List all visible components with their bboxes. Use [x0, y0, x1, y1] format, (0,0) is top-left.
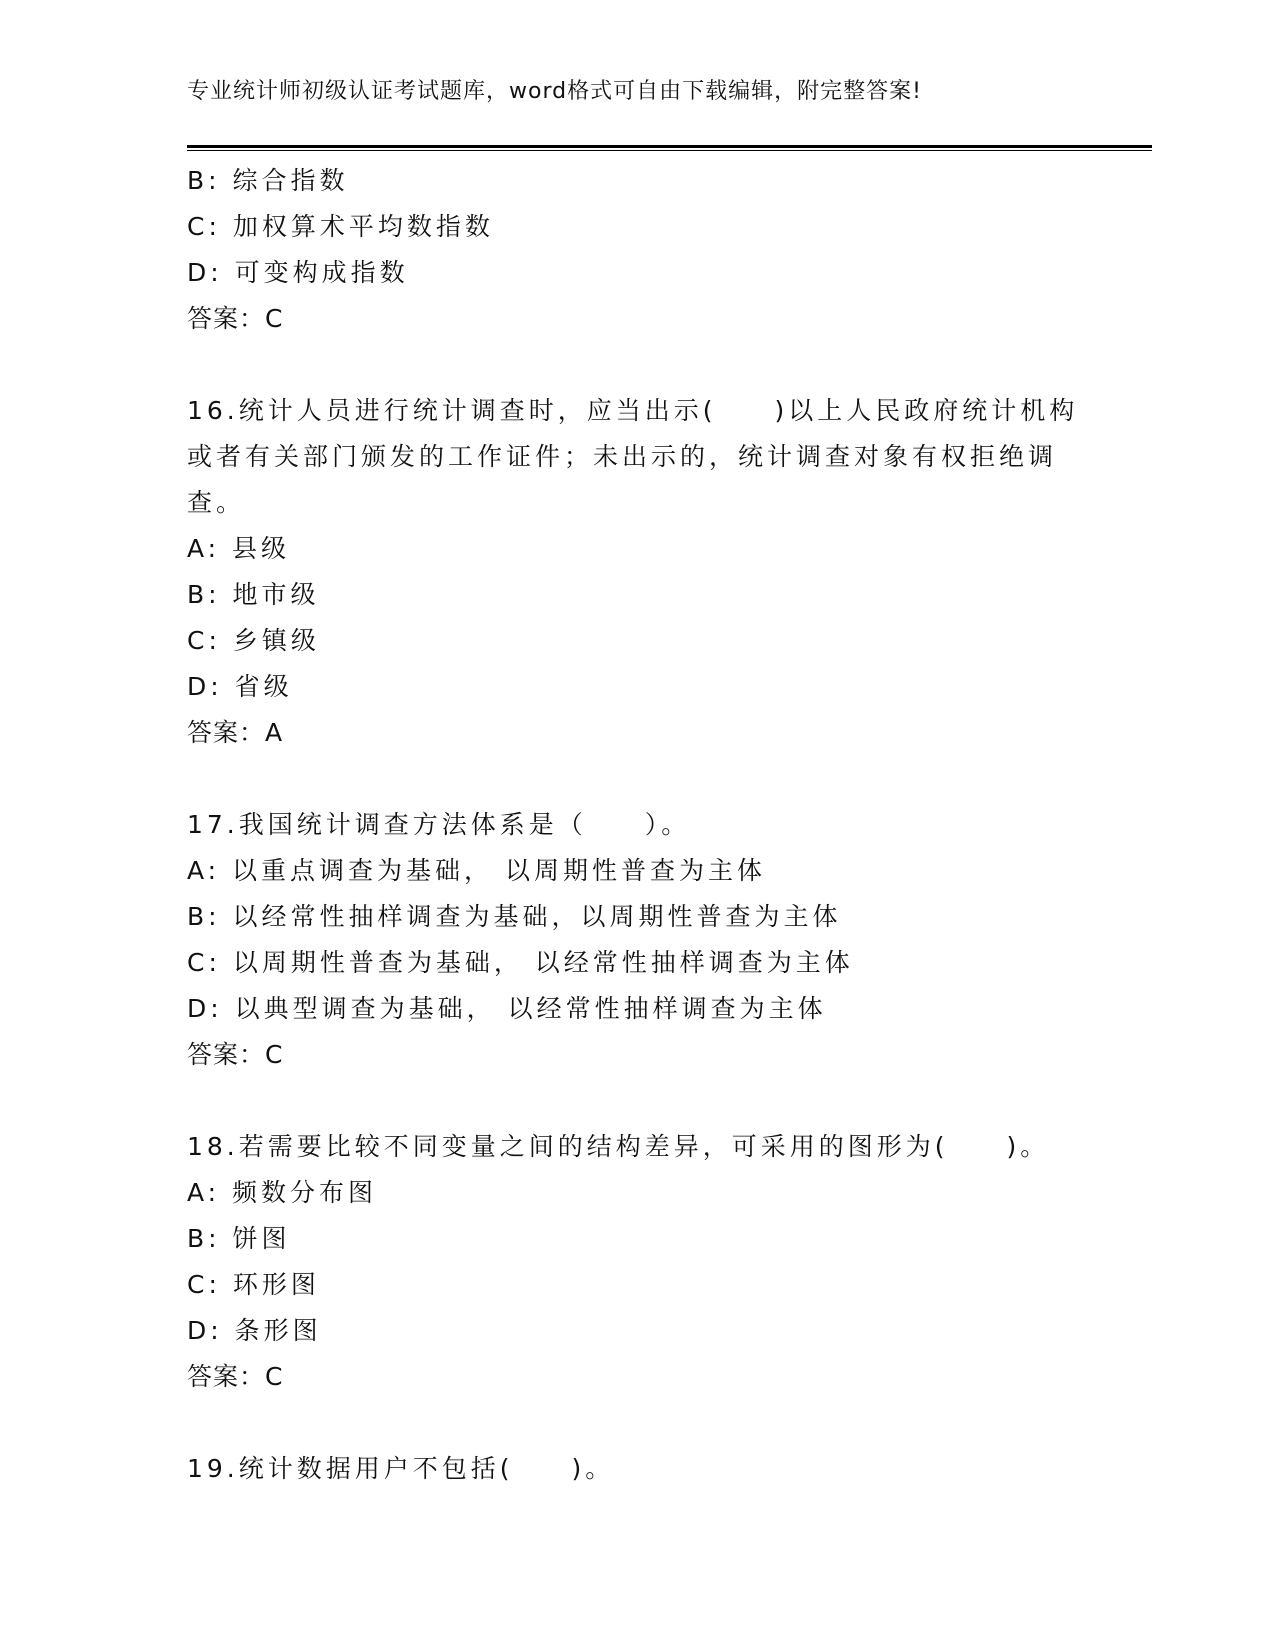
option-line: D: 省级 [187, 672, 293, 701]
header-rule-thin [187, 150, 1152, 151]
document-body [187, 158, 1087, 1492]
question-gap [187, 1078, 1087, 1124]
option-line: C: 环形图 [187, 1270, 320, 1299]
option-line: C: 加权算术平均数指数 [187, 212, 494, 241]
option-line: C: 乡镇级 [187, 626, 320, 655]
option-line: D: 可变构成指数 [187, 258, 409, 287]
option-line: D: 以典型调查为基础， 以经常性抽样调查为主体 [187, 994, 827, 1023]
answer-line: 答案：A [187, 718, 284, 747]
option-line: B: 饼图 [187, 1224, 291, 1253]
option-line: A: 以重点调查为基础， 以周期性普查为主体 [187, 856, 766, 885]
question-text-18: 18.若需要比较不同变量之间的结构差异，可采用的图形为( )。 [187, 1132, 1050, 1161]
document-header: 专业统计师初级认证考试题库，word格式可自由下载编辑，附完整答案! [187, 79, 922, 104]
answer-line: 答案：C [187, 304, 284, 333]
answer-line: 答案：C [187, 1040, 284, 1069]
question-gap [187, 342, 1087, 388]
option-line: B: 地市级 [187, 580, 320, 609]
option-line: B: 综合指数 [187, 166, 349, 195]
option-line: A: 频数分布图 [187, 1178, 378, 1207]
option-line: B: 以经常性抽样调查为基础，以周期性普查为主体 [187, 902, 842, 931]
answer-line: 答案：C [187, 1362, 284, 1391]
option-line: D: 条形图 [187, 1316, 322, 1345]
question-gap [187, 1400, 1087, 1446]
option-line: C: 以周期性普查为基础， 以经常性抽样调查为主体 [187, 948, 854, 977]
question-text-19: 19.统计数据用户不包括( )。 [187, 1454, 615, 1483]
option-line: A: 县级 [187, 534, 291, 563]
question-gap [187, 756, 1087, 802]
question-text-16: 16.统计人员进行统计调查时，应当出示( )以上人民政府统计机构或者有关部门颁发的工作证件；未出示的，统计调查对象有权拒绝调查。 [187, 396, 1079, 517]
header-rule-thick [187, 145, 1152, 148]
question-text-17: 17.我国统计调查方法体系是（ ）。 [187, 810, 691, 839]
